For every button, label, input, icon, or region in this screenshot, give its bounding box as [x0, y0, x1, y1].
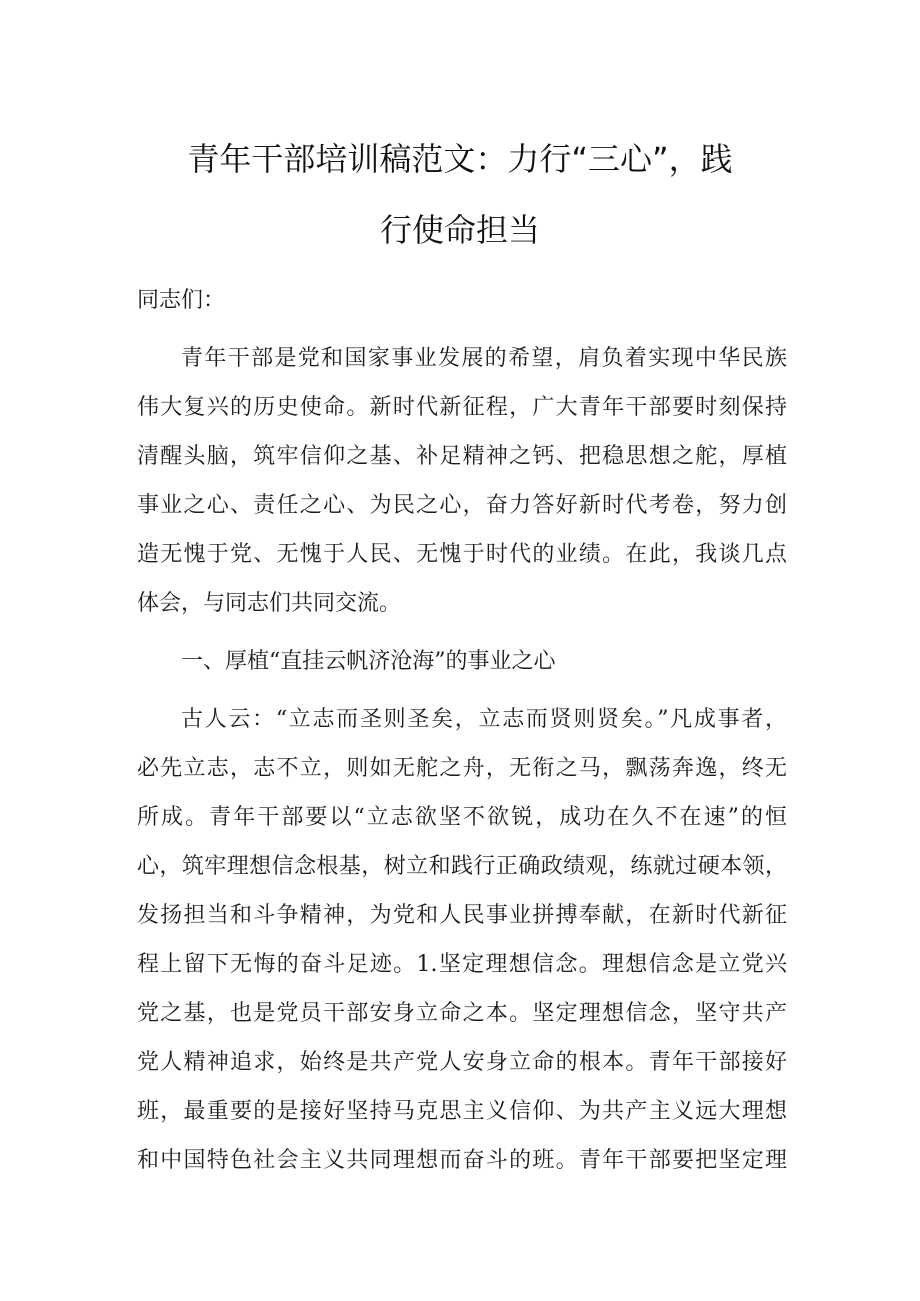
paragraph-1-line-5: 造无愧于党、无愧于人民、无愧于时代的业绩。在此，我谈几点 [137, 542, 787, 567]
salutation: 同志们： [137, 288, 226, 313]
paragraph-3-line-8: 党人精神追求，始终是共产党人安身立命的根本。青年干部接好 [137, 1050, 787, 1075]
paragraph-3-line-6: 程上留下无悔的奋斗足迹。1.坚定理想信念。理想信念是立党兴 [137, 952, 787, 977]
paragraph-1-line-1: 青年干部是党和国家事业发展的希望，肩负着实现中华民族 [181, 346, 787, 371]
paragraph-3-line-1: 古人云：“立志而圣则圣矣，立志而贤则贤矣。”凡成事者， [181, 707, 787, 732]
paragraph-1-line-3: 清醒头脑，筑牢信仰之基、补足精神之钙、把稳思想之舵，厚植 [137, 444, 787, 469]
paragraph-3-line-2: 必先立志，志不立，则如无舵之舟，无衔之马，飘荡奔逸，终无 [137, 756, 787, 781]
paragraph-1-line-6: 体会，与同志们共同交流。 [137, 591, 402, 616]
paragraph-3-line-5: 发扬担当和斗争精神，为党和人民事业拼搏奉献，在新时代新征 [137, 903, 787, 928]
paragraph-3-line-4: 心，筑牢理想信念根基，树立和践行正确政绩观，练就过硬本领， [137, 854, 787, 879]
document-title-line-2: 行使命担当 [379, 211, 540, 249]
section-heading-1: 一、厚植“直挂云帆济沧海”的事业之心 [181, 649, 556, 674]
paragraph-3-line-7: 党之基，也是党员干部安身立命之本。坚定理想信念，坚守共产 [137, 1001, 787, 1026]
paragraph-3-line-9: 班，最重要的是接好坚持马克思主义信仰、为共产主义远大理想 [137, 1099, 787, 1124]
paragraph-1-line-4: 事业之心、责任之心、为民之心，奋力答好新时代考卷，努力创 [137, 493, 787, 518]
paragraph-3-line-3: 所成。青年干部要以“立志欲坚不欲锐，成功在久不在速”的恒 [137, 805, 787, 830]
paragraph-1-line-2: 伟大复兴的历史使命。新时代新征程，广大青年干部要时刻保持 [137, 395, 787, 420]
paragraph-3-line-10: 和中国特色社会主义共同理想而奋斗的班。青年干部要把坚定理 [137, 1148, 787, 1173]
document-title-line-1: 青年干部培训稿范文：力行“三心”，践 [187, 140, 733, 178]
